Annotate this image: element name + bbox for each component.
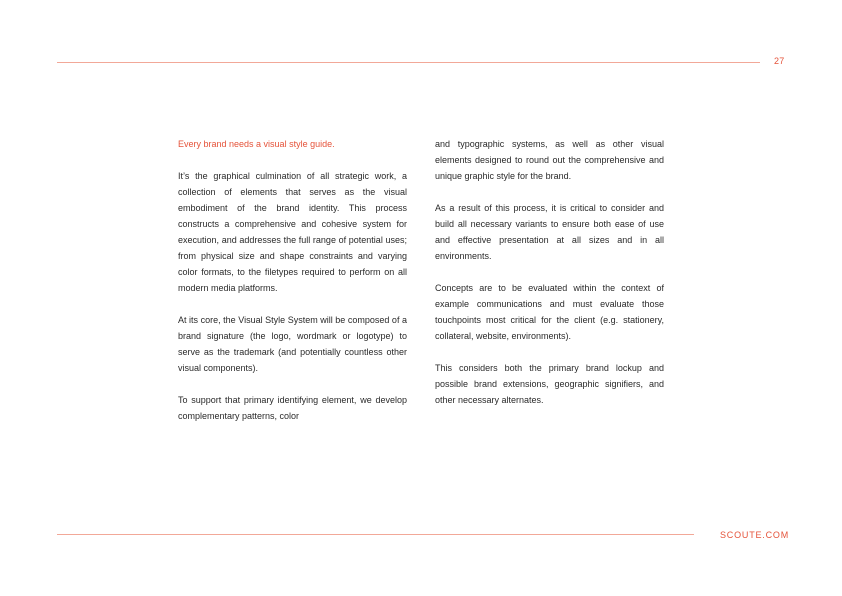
page-number: 27 <box>774 56 785 66</box>
footer-brand-link[interactable]: SCOUTE.COM <box>720 530 790 540</box>
paragraph: Concepts are to be evaluated within the context of example communications and must evaluate those touchpoints most critical for the client (e.g. stationery, collateral, website, environments). <box>435 283 664 341</box>
footer-divider <box>57 534 694 535</box>
section-heading: Every brand needs a visual style guide. <box>178 139 335 149</box>
left-column <box>178 136 407 440</box>
paragraph: To support that primary identifying element, we develop complementary patterns, color <box>178 395 407 421</box>
paragraph: As a result of this process, it is critical to consider and build all necessary variants to ensure both ease of use and effective presentation at all sizes and in all environments. <box>435 203 664 261</box>
header-divider <box>57 62 760 63</box>
paragraph: This considers both the primary brand lockup and possible brand extensions, geographic signifiers, and other necessary alternates. <box>435 363 664 405</box>
paragraph: At its core, the Visual Style System will be composed of a brand signature (the logo, wordmark or logotype) to serve as the trademark (and potentially countless other visual components). <box>178 315 407 373</box>
paragraph: It’s the graphical culmination of all strategic work, a collection of elements that serves as the visual embodiment of the brand identity. This process constructs a comprehensive and cohesive system for execution, and addresses the full range of potential uses; from physical size and shape constraints and varying color formats, to the filetypes required to perform on all modern media platforms. <box>178 171 407 293</box>
right-column <box>435 136 664 424</box>
paragraph: and typographic systems, as well as other visual elements designed to round out the comprehensive and unique graphic style for the brand. <box>435 139 664 181</box>
